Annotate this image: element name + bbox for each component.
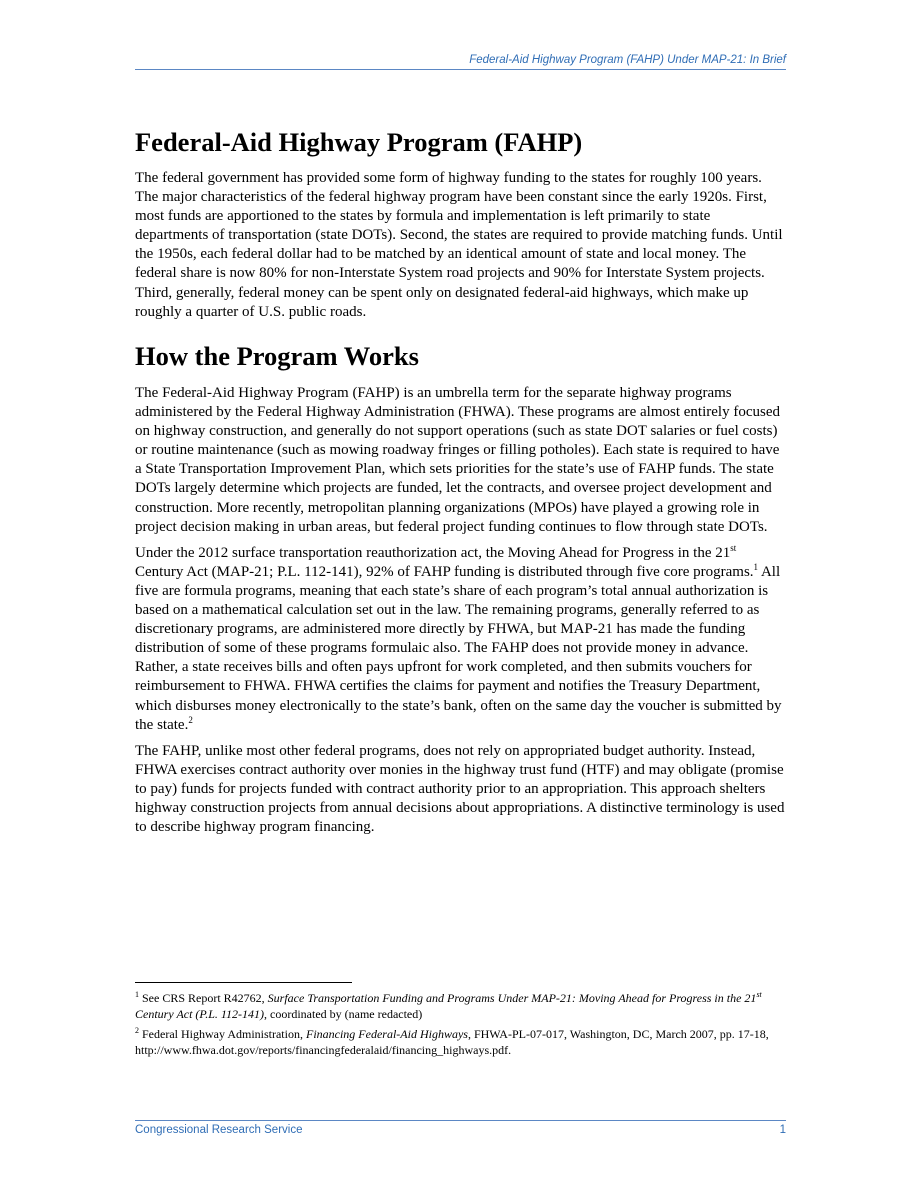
footnote-report-title: Financing Federal-Aid Highways	[305, 1027, 468, 1041]
footnote-number: 1	[135, 990, 139, 999]
running-header: Federal-Aid Highway Program (FAHP) Under MAP-21: In Brief	[469, 54, 786, 66]
text-run: All five are formula programs, meaning that each state’s share of each program’s total annual authorization is based on a mathematical calculation set out in the law. The remaining programs, generally referred to as discretionary programs, are administered more directly by FHWA, but MAP-21 has made the funding distribution of some of these programs formulaic also. The FAHP does not provide money in advance. Rather, a state receives bills and often pays upfront for work completed, and then submits vouchers for reimbursement to FHWA. FHWA certifies the claims for payment and notifies the Treasury Department, which disburses money electronically to the state’s bank, often on the same day the voucher is submitted by the state.	[135, 563, 782, 733]
footer-publisher: Congressional Research Service	[135, 1124, 303, 1136]
paragraph: The federal government has provided some form of highway funding to the states for roughly 100 years. The major characteristics of the federal highway program have been constant since the early 1920s. First, most funds are apportioned to the states by formula and implementation is left primarily to state departments of transportation (state DOTs). Second, the states are required to provide matching funds. Until the 1950s, each federal dollar had to be matched by an identical amount of state and local money. The federal share is now 80% for non-Interstate System road projects and 90% for Interstate System projects. Third, generally, federal money can be spent only on designated federal-aid highways, which make up roughly a quarter of U.S. public roads.	[135, 170, 783, 320]
footer-rule	[135, 1120, 786, 1121]
footnote-title-part: Surface Transportation Funding and Programs Under MAP-21: Moving Ahead for Progress in the 21	[267, 991, 757, 1005]
footnote-1	[135, 990, 786, 1022]
document-page	[135, 0, 786, 1191]
footnote-ref-2[interactable]: 2	[188, 714, 193, 725]
paragraph: The FAHP, unlike most other federal programs, does not rely on appropriated budget authority. Instead, FHWA exercises contract authority over monies in the highway trust fund (HTF) and may obligate (promise to pay) funds for projects funded with contract authority prior to an appropriation. This approach shelters highway construction projects from annual decisions about appropriations. A distinctive terminology is used to describe highway program financing.	[135, 742, 785, 836]
section-body-how-program-works	[135, 384, 786, 844]
footnote-text: Federal Highway Administration,	[139, 1027, 306, 1041]
footnote-2	[135, 1026, 786, 1058]
section-heading-fahp: Federal-Aid Highway Program (FAHP)	[135, 127, 583, 157]
footnote-text: , coordinated by (name redacted)	[264, 1007, 423, 1021]
page-number: 1	[779, 1124, 786, 1136]
section-heading-how-program-works: How the Program Works	[135, 341, 419, 371]
ordinal-superscript: st	[756, 990, 762, 999]
section-body-fahp	[135, 169, 786, 329]
footnote-text: , FHWA-PL-07-017, Washington, DC, March 2007, pp. 17-18, http://www.fhwa.dot.gov/reports/financingfederalaid/financing_highways.pdf.	[135, 1027, 769, 1057]
page-footer	[135, 1124, 786, 1136]
footnote-number: 2	[135, 1026, 139, 1035]
footnote-title-part: Century Act (P.L. 112-141)	[135, 1007, 264, 1021]
footnote-ref-1[interactable]: 1	[753, 561, 759, 572]
text-run: Century Act (MAP-21; P.L. 112-141), 92% of FAHP funding is distributed through five core programs.	[135, 563, 754, 580]
ordinal-superscript: st	[730, 542, 737, 553]
header-rule	[135, 69, 786, 70]
paragraph: The Federal-Aid Highway Program (FAHP) is an umbrella term for the separate highway programs administered by the Federal Highway Administration (FHWA). These programs are almost entirely focused on highway construction, and generally do not support operations (such as state DOT salaries or fuel costs) or routine maintenance (such as mowing roadway fringes or filling potholes). Each state is required to have a State Transportation Improvement Plan, which sets priorities for the state’s use of FAHP funds. The state DOTs largely determine which projects are funded, let the contracts, and oversee project development and construction. More recently, metropolitan planning organizations (MPOs) have played a growing role in project decision making in urban areas, but federal project funding continues to flow through state DOTs.	[135, 385, 780, 535]
paragraph	[135, 544, 786, 735]
footnote-separator	[135, 982, 352, 983]
footnote-text: See CRS Report R42762,	[139, 991, 268, 1005]
text-run: Under the 2012 surface transportation reauthorization act, the Moving Ahead for Progress in the 21	[135, 544, 731, 561]
footnotes	[135, 990, 786, 1062]
